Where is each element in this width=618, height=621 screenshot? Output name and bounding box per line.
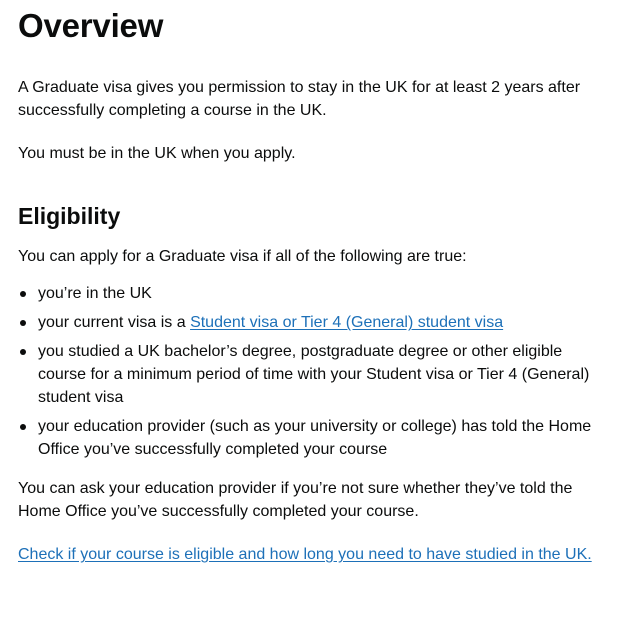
eligibility-item-current-visa xyxy=(18,311,600,334)
overview-heading: Overview xyxy=(18,7,164,44)
eligibility-list xyxy=(18,282,600,461)
eligibility-intro-text: You can apply for a Graduate visa if all of the following are true: xyxy=(18,248,467,265)
apply-location-text: You must be in the UK when you apply. xyxy=(18,145,296,162)
student-visa-link[interactable]: Student visa or Tier 4 (General) student visa xyxy=(190,314,504,331)
eligibility-item-in-uk xyxy=(18,282,600,305)
eligibility-item-text: you’re in the UK xyxy=(38,285,152,302)
overview-intro-text: A Graduate visa gives you permission to stay in the UK for at least 2 years after successfully completing a course in the UK. xyxy=(18,79,581,119)
eligibility-item-text: your current visa is a xyxy=(38,314,191,331)
check-course-eligible-link[interactable]: Check if your course is eligible and how long you need to have studied in the UK. xyxy=(18,546,592,563)
eligibility-item-text: your education provider (such as your university or college) has told the Home Office you’ve successfully completed your course xyxy=(38,418,592,458)
check-course-paragraph xyxy=(18,543,600,566)
eligibility-item-text: you studied a UK bachelor’s degree, postgraduate degree or other eligible course for a minimum period of time with your Student visa or Tier 4 (General) student visa xyxy=(38,343,590,406)
eligibility-item-provider-told xyxy=(18,415,600,461)
eligibility-heading: Eligibility xyxy=(18,203,121,229)
eligibility-item-studied-course xyxy=(18,340,600,409)
ask-provider-text: You can ask your education provider if you’re not sure whether they’ve told the Home Office you’ve successfully completed your course. xyxy=(18,480,573,520)
